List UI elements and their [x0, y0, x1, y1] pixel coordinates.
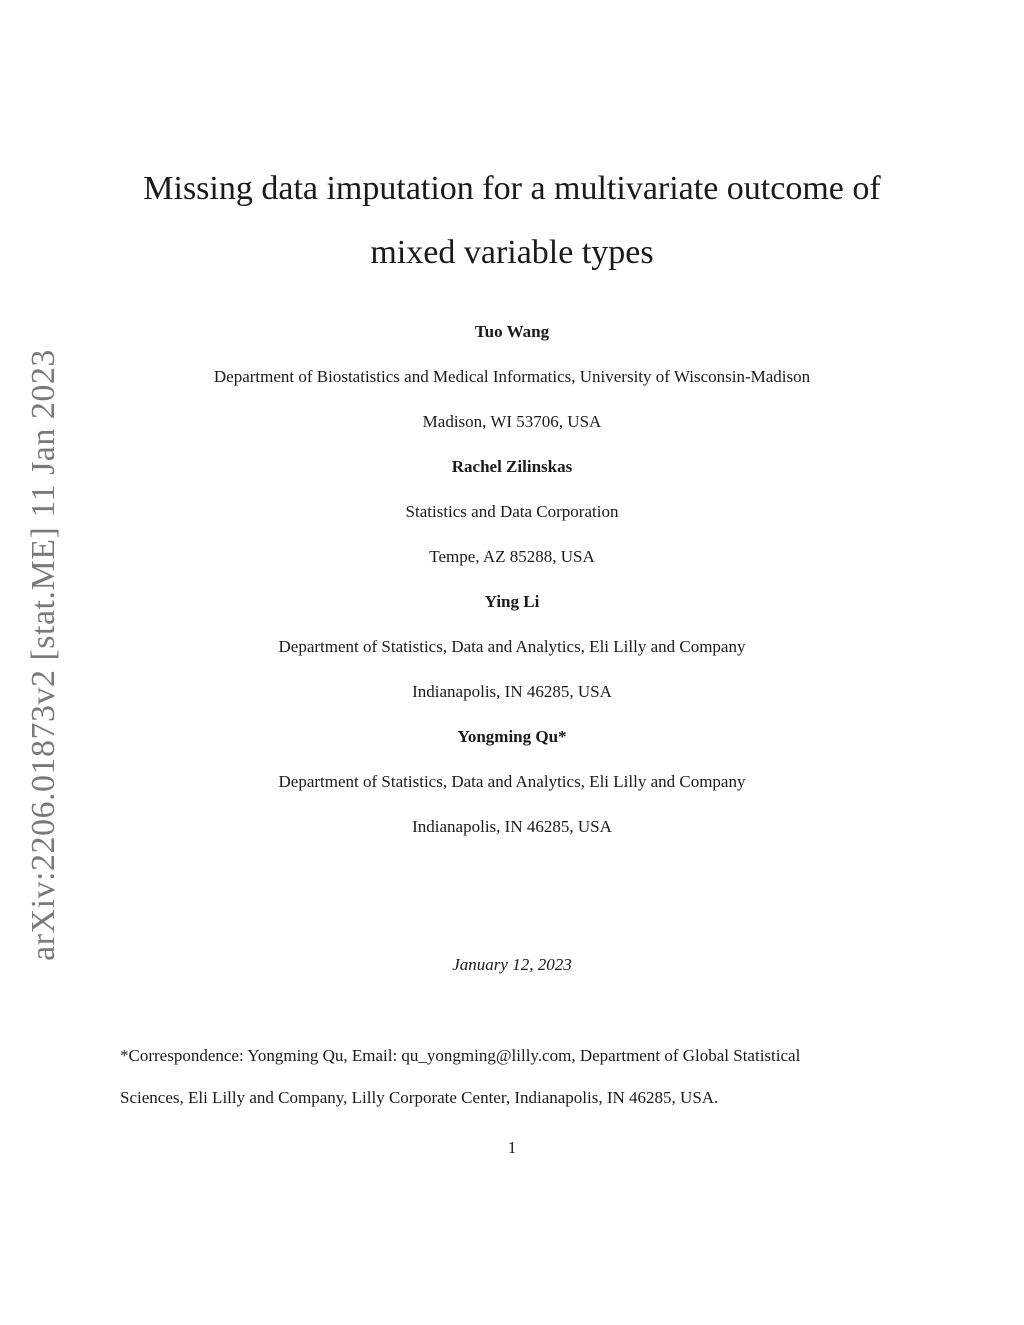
author-address: Indianapolis, IN 46285, USA [412, 817, 612, 836]
author-name: Ying Li [484, 592, 540, 611]
arxiv-identifier-stamp: arXiv:2206.01873v2 [stat.ME] 11 Jan 2023 [25, 349, 62, 961]
author-address: Indianapolis, IN 46285, USA [412, 682, 612, 701]
author-name: Rachel Zilinskas [451, 457, 573, 476]
publication-date: January 12, 2023 [452, 955, 572, 974]
author-address: Tempe, AZ 85288, USA [429, 547, 595, 566]
author-name: Tuo Wang [474, 322, 550, 341]
author-affiliation: Department of Statistics, Data and Analytics, Eli Lilly and Company [278, 637, 746, 656]
page-number: 1 [507, 1138, 517, 1157]
author-affiliation: Department of Biostatistics and Medical Informatics, University of Wisconsin-Madison [213, 367, 811, 386]
paper-title-line-2: mixed variable types [370, 234, 654, 271]
author-name: Yongming Qu* [457, 727, 567, 746]
author-address: Madison, WI 53706, USA [422, 412, 602, 431]
author-affiliation: Department of Statistics, Data and Analytics, Eli Lilly and Company [278, 772, 746, 791]
author-affiliation: Statistics and Data Corporation [405, 502, 619, 521]
paper-title-line-1: Missing data imputation for a multivariate outcome of [143, 170, 881, 207]
correspondence-footnote-line-2: Sciences, Eli Lilly and Company, Lilly Corporate Center, Indianapolis, IN 46285, USA. [120, 1088, 719, 1107]
correspondence-footnote-line-1: *Correspondence: Yongming Qu, Email: qu_yongming@lilly.com, Department of Global Statistical [120, 1046, 801, 1065]
